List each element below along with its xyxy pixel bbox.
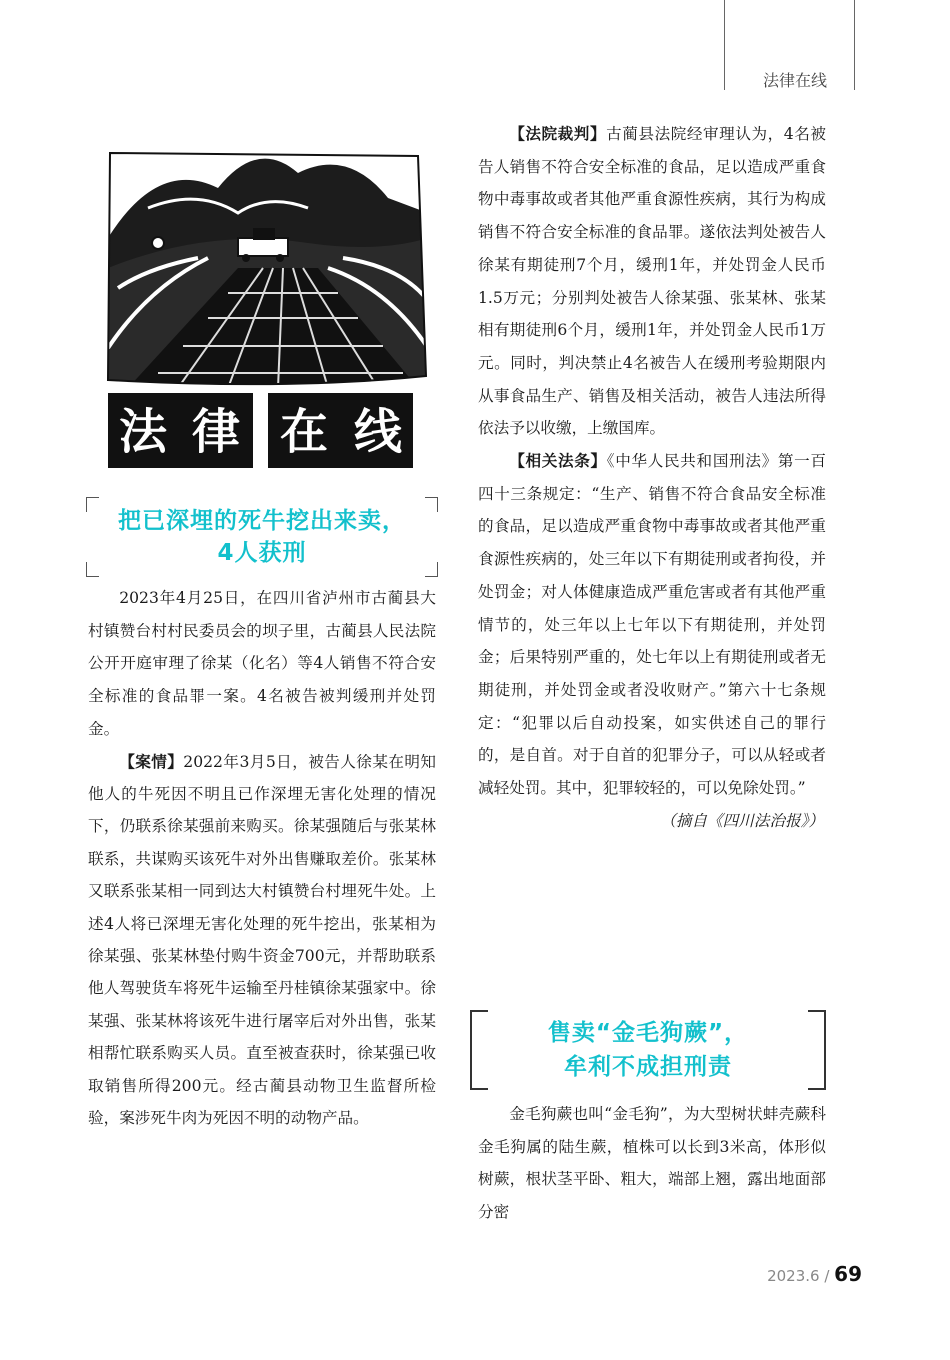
header-rule-left (724, 0, 725, 90)
headline-line-1: 把已深埋的死牛挖出来卖， (118, 508, 406, 534)
banner-char-1: 法 (118, 404, 168, 460)
left-column (88, 582, 436, 1134)
column-illustration (88, 118, 438, 478)
verdict-tag: 【法院裁判】 (509, 125, 607, 143)
law-text: 《中华人民共和国刑法》第一百四十三条规定：“生产、销售不符合食品安全标准的食品，足以造成严重食物中毒事故或者其他严重食源性疾病的，处三年以下有期徒刑或者拘役，并处罚金；对人体健康造成严重危害或者有其他严重情节的，处三年以上七年以下有期徒刑，并处罚金；后果特别严重的，处七年以上有期徒刑或者无期徒刑，并处罚金或者没收财产。”第六十七条规定：“犯罪以后自动投案，如实供述自己的罪行的，是自首。对于自首的犯罪分子，可以从轻或者减轻处罚。其中，犯罪较轻的，可以免除处罚。” (478, 452, 826, 798)
page-number: 69 (834, 1262, 862, 1286)
law-tag: 【相关法条】 (509, 452, 607, 471)
banner-char-3: 在 (279, 404, 329, 460)
verdict-paragraph (478, 118, 826, 445)
headline-line-2: 4人获刑 (217, 540, 307, 566)
banner-char-4: 线 (353, 404, 403, 460)
case-text: 2022年3月5日，被告人徐某在明知他人的牛死因不明且已作深埋无害化处理的情况下，仍联系徐某强前来购买。徐某强随后与张某林联系，共谋购买该死牛对外出售赚取差价。张某林又联系张某相一同到达大村镇赞台村埋死牛处。上述4人将已深埋无害化处理的死牛挖出，张某相为徐某强、张某林垫付购牛资金700元，并帮助联系他人驾驶货车将死牛运输至丹桂镇徐某强家中。徐某强、张某林将该死牛进行屠宰后对外出售，张某相帮忙联系购买人员。直至被查获时，徐某强已收取销售所得200元。经古蔺县动物卫生监督所检验，案涉死牛肉为死因不明的动物产品。 (88, 752, 436, 1127)
headline2-line-2: 牟利不成担刑责 (564, 1054, 732, 1080)
case-paragraph (88, 746, 436, 1135)
issue-label: 2023.6 / (767, 1267, 830, 1285)
farm-field-illustration (88, 118, 438, 478)
verdict-text: 古蔺县法院经审理认为，4名被告人销售不符合安全标准的食品，足以造成严重食物中毒事故或者其他严重食源性疾病，其行为构成销售不符合安全标准的食品罪。遂依法判处被告人徐某有期徒刑7个月，缓刑1年，并处罚金人民币1.5万元；分别判处被告人徐某强、张某林、张某相有期徒刑6个月，缓刑1年，并处罚金人民币1万元。同时，判决禁止4名被告人在缓刑考验期限内从事食品生产、销售及相关活动，被告人违法所得依法予以收缴，上缴国库。 (478, 125, 826, 438)
header-rule-right (854, 0, 855, 90)
article-2-intro: 金毛狗蕨也叫“金毛狗”，为大型树状蚌壳蕨科金毛狗属的陆生蕨，植株可以长到3米高，体形似树蕨，根状茎平卧、粗大，端部上翘，露出地面部分密 (478, 1105, 826, 1222)
law-paragraph (478, 445, 826, 805)
headline2-line-1: 售卖“金毛狗蕨”， (547, 1020, 749, 1046)
article-2-headline-box (470, 1010, 826, 1090)
page-footer (767, 1262, 862, 1286)
case-tag: 【案情】 (119, 752, 184, 771)
article-1-headline (86, 505, 438, 569)
source-credit: （摘自《四川法治报》） (660, 811, 824, 830)
right-column (478, 118, 826, 837)
column-banner (88, 386, 438, 478)
article-1-intro: 2023年4月25日，在四川省泸州市古蔺县大村镇赞台村村民委员会的坝子里，古蔺县人民法院公开开庭审理了徐某（化名）等4人销售不符合安全标准的食品罪一案。4名被告被判缓刑并处罚金。 (88, 589, 436, 738)
banner-char-2: 律 (191, 404, 241, 460)
article-2-headline (470, 1016, 826, 1084)
article-2-body (478, 1098, 826, 1229)
section-title: 法律在线 (762, 71, 827, 90)
article-1-headline-box (86, 497, 438, 577)
